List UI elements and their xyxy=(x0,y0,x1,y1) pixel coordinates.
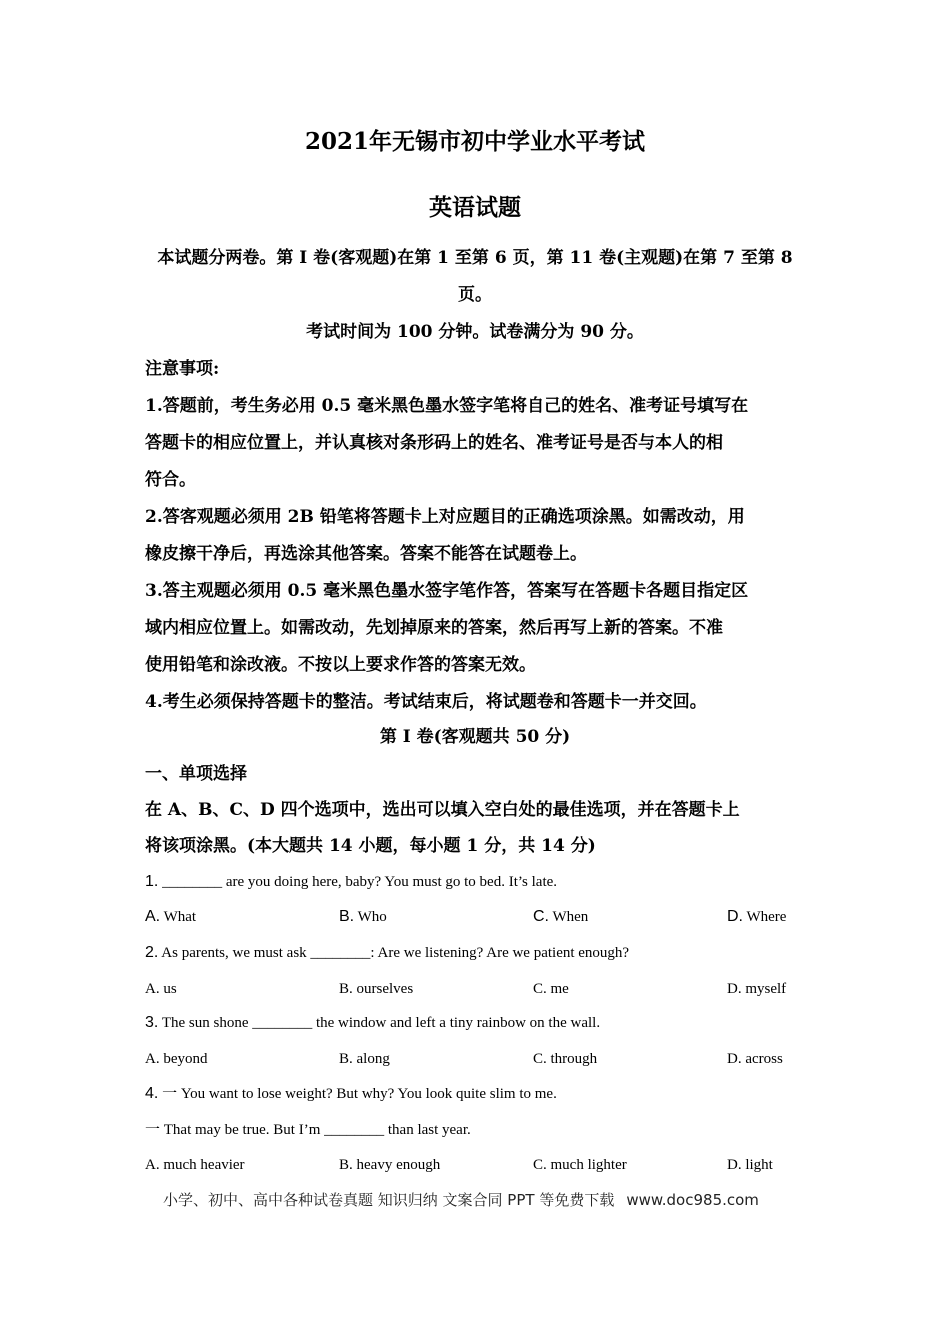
instruction-line-1: 在 A、B、C、D 四个选项中，选出可以填入空白处的最佳选项，并在答题卡上 xyxy=(145,800,740,820)
notes-line: 4.考生必须保持答题卡的整洁。考试结束后，将试题卷和答题卡一并交回。 xyxy=(145,692,707,712)
question-1 xyxy=(145,871,825,893)
question-number: 4. xyxy=(145,1085,159,1102)
option-c[interactable]: C. When xyxy=(533,908,589,925)
question-2-options xyxy=(145,978,845,1000)
option-a[interactable]: A. us xyxy=(145,981,177,997)
notes-heading: 注意事项: xyxy=(145,359,220,379)
question-4 xyxy=(145,1083,825,1105)
notes-line: 使用铅笔和涂改液。不按以上要求作答的答案无效。 xyxy=(145,655,536,675)
question-4-dialogue-line: 一 That may be true. But I’m ________ than last year. xyxy=(145,1122,471,1138)
option-a[interactable]: A. What xyxy=(145,908,197,925)
intro-line-2: 页。 xyxy=(458,285,492,305)
footer-text: 小学、初中、高中各种试卷真题 知识归纳 文案合同 PPT 等免费下载 xyxy=(163,1191,615,1209)
page-footer xyxy=(163,1189,759,1211)
section-title: 第 I 卷(客观题共 50 分) xyxy=(379,727,571,747)
intro-line-1: 本试题分两卷。第 I 卷(客观题)在第 1 至第 6 页，第 11 卷(主观题)在第 7 至第 8 xyxy=(157,248,793,268)
question-number: 3. xyxy=(145,1014,159,1031)
question-2 xyxy=(145,942,825,964)
option-d[interactable]: D. light xyxy=(727,1157,773,1173)
option-a[interactable]: A. much heavier xyxy=(145,1157,245,1173)
question-number: 2. xyxy=(145,944,159,961)
option-c[interactable]: C. me xyxy=(533,981,569,997)
notes-line: 符合。 xyxy=(145,470,196,490)
option-d[interactable]: D. across xyxy=(727,1051,783,1067)
option-b[interactable]: B. Who xyxy=(339,908,387,925)
option-b[interactable]: B. ourselves xyxy=(339,981,414,997)
option-c[interactable]: C. through xyxy=(533,1051,598,1067)
question-text: 一 You want to lose weight? But why? You look quite slim to me. xyxy=(162,1086,557,1102)
notes-line: 域内相应位置上。如需改动，先划掉原来的答案，然后再写上新的答案。不准 xyxy=(145,618,723,638)
question-4-options xyxy=(145,1154,845,1176)
option-d[interactable]: D. myself xyxy=(727,981,787,997)
option-c[interactable]: C. much lighter xyxy=(533,1157,627,1173)
exam-title: 2021年无锡市初中学业水平考试 xyxy=(304,128,645,155)
question-3 xyxy=(145,1012,825,1034)
question-3-options xyxy=(145,1048,845,1070)
question-text: The sun shone ________ the window and left a tiny rainbow on the wall. xyxy=(161,1015,601,1031)
question-text: As parents, we must ask ________: Are we listening? Are we patient enough? xyxy=(161,945,630,961)
notes-line: 3.答主观题必须用 0.5 毫米黑色墨水签字笔作答，答案写在答题卡各题目指定区 xyxy=(145,581,749,601)
intro-line-3: 考试时间为 100 分钟。试卷满分为 90 分。 xyxy=(306,322,644,342)
notes-line: 橡皮擦干净后，再选涂其他答案。答案不能答在试题卷上。 xyxy=(145,544,587,564)
option-b[interactable]: B. along xyxy=(339,1051,390,1067)
question-number: 1. xyxy=(145,873,159,890)
exam-subtitle: 英语试题 xyxy=(429,194,521,221)
question-1-options xyxy=(145,906,845,928)
instruction-line-2: 将该项涂黑。(本大题共 14 小题，每小题 1 分，共 14 分) xyxy=(145,836,596,856)
option-a[interactable]: A. beyond xyxy=(145,1051,208,1067)
footer-site-link[interactable]: www.doc985.com xyxy=(626,1191,759,1209)
notes-line: 2.答客观题必须用 2B 铅笔将答题卡上对应题目的正确选项涂黑。如需改动，用 xyxy=(145,507,745,527)
question-text: ________ are you doing here, baby? You must go to bed. It’s late. xyxy=(162,874,558,890)
notes-line: 1.答题前，考生务必用 0.5 毫米黑色墨水签字笔将自己的姓名、准考证号填写在 xyxy=(145,396,749,416)
option-d[interactable]: D. Where xyxy=(727,908,787,925)
option-b[interactable]: B. heavy enough xyxy=(339,1157,441,1173)
notes-line: 答题卡的相应位置上，并认真核对条形码上的姓名、准考证号是否与本人的相 xyxy=(145,433,723,453)
part-heading: 一、单项选择 xyxy=(145,764,247,784)
